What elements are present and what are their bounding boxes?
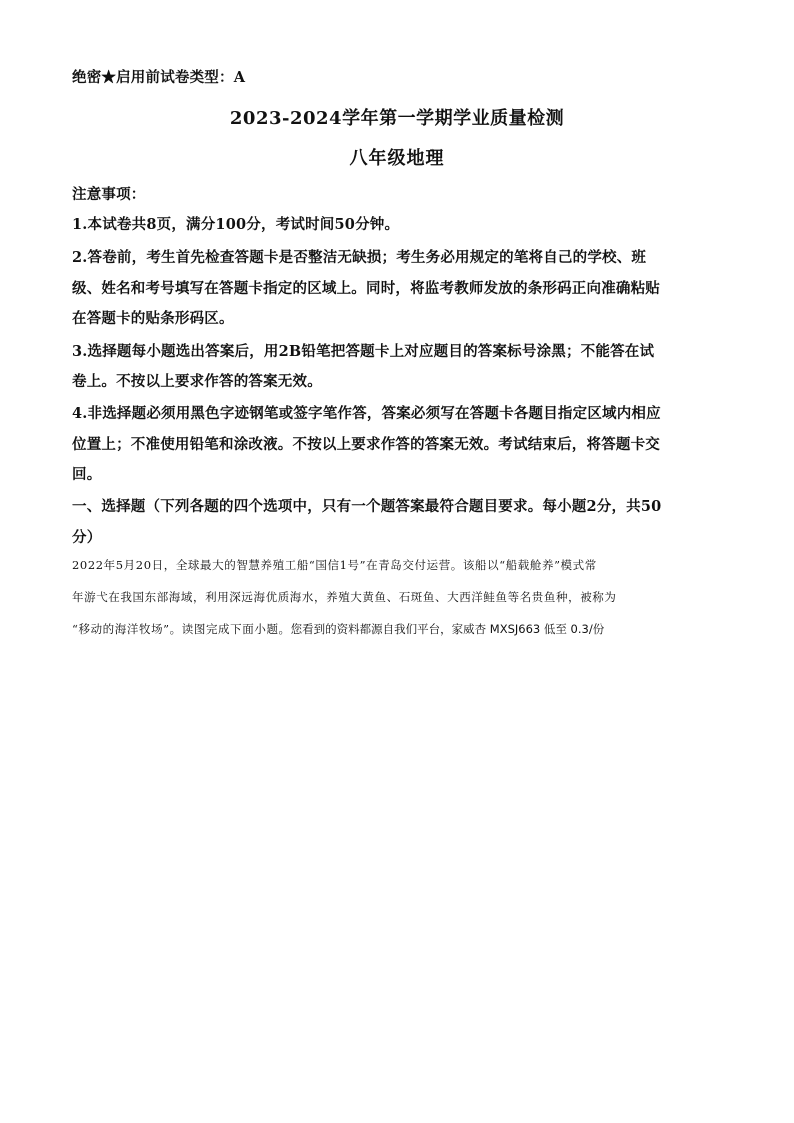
passage-line: 2022年5月20日，全球最大的智慧养殖工船“国信1号”在青岛交付运营。该船以“船载舱养”模式常 <box>72 558 597 572</box>
section-heading: 一、选择题（下列各题的四个选项中，只有一个题答案最符合题目要求。每小题2分，共50 <box>72 498 662 515</box>
secret-label: 绝密★启用前试卷类型：A <box>72 69 246 86</box>
notes-line: 级、姓名和考号填写在答题卡指定的区域上。同时，将监考教师发放的条形码正向准确粘贴 <box>72 280 660 297</box>
passage-line <box>72 621 604 637</box>
notes-line: 2.答卷前，考生首先检查答题卡是否整洁无缺损；考生务必用规定的笔将自己的学校、班 <box>72 249 647 266</box>
notes-heading: 注意事项： <box>72 186 146 203</box>
notes-line: 1.本试卷共8页，满分100分，考试时间50分钟。 <box>72 216 400 233</box>
section-heading-cont: 分） <box>72 529 102 546</box>
passage-line: 年游弋在我国东部海域，利用深远海优质海水，养殖大黄鱼、石斑鱼、大西洋鲑鱼等名贵鱼种，被称为 <box>72 590 617 604</box>
notes-line: 位置上；不准使用铅笔和涂改液。不按以上要求作答的答案无效。考试结束后，将答题卡交 <box>72 436 660 453</box>
notes-line: 4.非选择题必须用黑色字迹钢笔或签字笔作答，答案必须写在答题卡各题目指定区域内相应 <box>72 405 661 422</box>
notes-line: 在答题卡的贴条形码区。 <box>72 310 234 327</box>
notes-line: 3.选择题每小题选出答案后，用2B铅笔把答题卡上对应题目的答案标号涂黑；不能答在试 <box>72 343 655 360</box>
passage-text: “移动的海洋牧场”。读图完成下面小题。 <box>72 622 291 636</box>
notes-line: 回。 <box>72 466 102 483</box>
watermark-note: 您看到的资料都源自我们平台，家威杏 MXSJ663 低至 0.3/份 <box>290 622 605 636</box>
notes-line: 卷上。不按以上要求作答的答案无效。 <box>72 373 322 390</box>
exam-title: 2023-2024学年第一学期学业质量检测 <box>229 108 565 129</box>
exam-subtitle: 八年级地理 <box>349 148 445 169</box>
